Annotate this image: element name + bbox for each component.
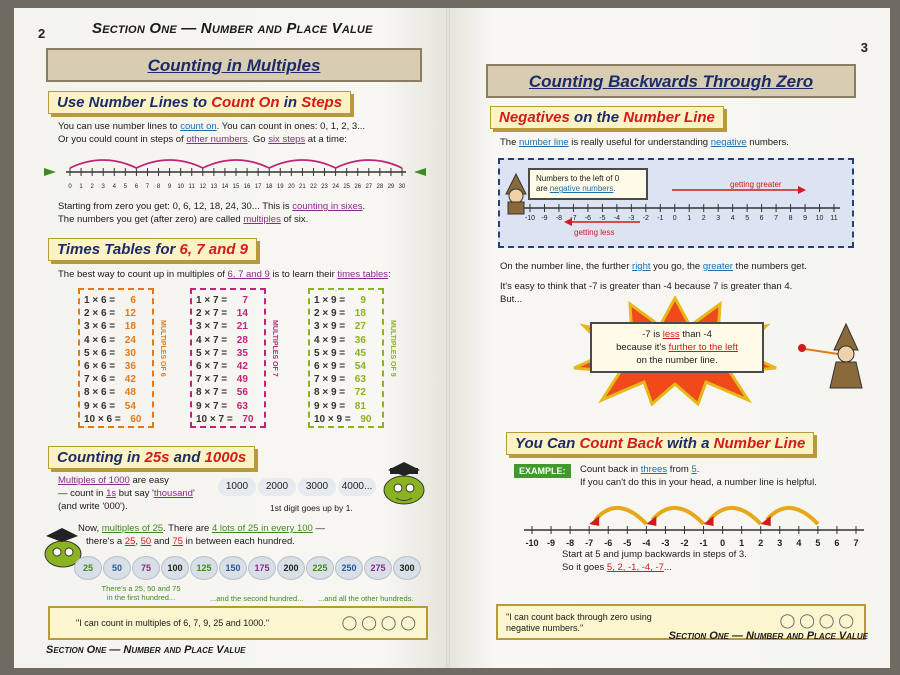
- count-back-tick-label: 7: [853, 538, 859, 548]
- times-table-row: [314, 400, 378, 413]
- times-table-answer: 30: [124, 347, 136, 359]
- number-line-tick-label: 21: [299, 184, 306, 190]
- twentyfive-value: 275: [364, 556, 392, 580]
- number-line-tick-label: 17: [254, 184, 262, 190]
- times-table-row: [314, 386, 378, 399]
- times-table-equation: 7 × 7 =: [196, 374, 230, 386]
- twentyfive-value: 25: [74, 556, 102, 580]
- times-table-row: [314, 413, 378, 426]
- times-table-row: [84, 307, 148, 320]
- times-table-row: [84, 320, 148, 333]
- times-table-answer: 70: [242, 413, 254, 425]
- times-table-equation: 1 × 7 =: [196, 295, 230, 306]
- times-table-answer: 27: [354, 321, 366, 333]
- negative-line-tick-label: -6: [584, 215, 592, 222]
- thousand-note: 1st digit goes up by 1.: [270, 503, 353, 513]
- negative-line-tick-label: -4: [613, 215, 620, 222]
- times-table-row: [196, 413, 260, 426]
- times-table-answer: 56: [236, 387, 248, 399]
- twentyfive-value: 250: [335, 556, 363, 580]
- times-table-equation: 3 × 9 =: [314, 321, 348, 333]
- twentyfive-value: 175: [248, 556, 276, 580]
- times-table-equation: 8 × 7 =: [196, 387, 230, 399]
- wizard-with-wand-icon: [798, 320, 874, 390]
- times-table-row: [314, 373, 378, 386]
- page-number-left: 2: [38, 26, 46, 41]
- times-table-equation: 2 × 7 =: [196, 308, 230, 320]
- times-table-answer: 45: [354, 347, 366, 359]
- count-back-tick-label: -1: [699, 538, 708, 548]
- count-back-tick-label: 5: [815, 538, 821, 548]
- count-back-tick-label: 6: [834, 538, 840, 548]
- times-table-equation: 9 × 9 =: [314, 400, 348, 412]
- times-table-row: [196, 400, 260, 413]
- number-line-tick-label: 15: [232, 184, 240, 190]
- times-table-answer: 14: [236, 308, 248, 320]
- number-line-tick-label: 8: [156, 184, 161, 190]
- times-table-equation: 2 × 9 =: [314, 308, 348, 320]
- jump-arrowhead: [704, 516, 714, 526]
- negative-line-tick-label: 6: [759, 215, 764, 222]
- number-line-tick-label: 2: [90, 184, 94, 190]
- twentyfive-value: 150: [219, 556, 247, 580]
- number-line-tick-label: 12: [199, 184, 207, 190]
- text-count-on: You can use number lines to count on. You can count in ones: 0, 1, 2, 3... Or you could count in steps of other numbers. Go six steps at a time:: [58, 121, 366, 145]
- number-line-tick-label: 13: [210, 184, 218, 190]
- times-table-row: [196, 360, 260, 373]
- times-table-equation: 7 × 9 =: [314, 374, 348, 386]
- times-table-answer: 24: [124, 334, 136, 346]
- times-table-7-rows: [196, 294, 260, 426]
- label-getting-less: getting less: [574, 228, 615, 237]
- twentyfive-value: 75: [132, 556, 160, 580]
- count-back-tick-label: 1: [739, 538, 745, 548]
- section-title-negatives: Negatives on the Number Line: [490, 106, 724, 129]
- right-page: [450, 8, 890, 668]
- page-title-left: Counting in Multiples: [46, 48, 422, 82]
- times-table-row: [314, 307, 378, 320]
- times-table-row: [196, 307, 260, 320]
- times-table-equation: 5 × 7 =: [196, 347, 230, 359]
- times-table-answer: 63: [354, 374, 366, 386]
- times-table-answer: 6: [130, 295, 136, 306]
- count-back-tick-label: -2: [680, 538, 689, 548]
- page-footer-left: Section One — Number and Place Value: [46, 644, 246, 656]
- count-back-tick-label: -6: [604, 538, 613, 548]
- count-back-tick-label: 0: [720, 538, 726, 548]
- open-book: [14, 8, 890, 668]
- jump-arc: [652, 508, 703, 524]
- twentyfive-value: 100: [161, 556, 189, 580]
- times-table-row: [196, 334, 260, 347]
- times-table-equation: 4 × 9 =: [314, 334, 348, 346]
- count-back-number-line: [514, 490, 874, 550]
- number-line-tick-label: 3: [101, 184, 105, 190]
- negative-line-tick-label: 7: [774, 215, 779, 222]
- times-table-equation: 5 × 9 =: [314, 347, 348, 359]
- quote-text-left: "I can count in multiples of 6, 7, 9, 25 and 1000.": [76, 618, 270, 628]
- times-table-answer: 60: [130, 413, 142, 425]
- count-back-tick-label: -8: [566, 538, 575, 548]
- times-table-row: [84, 294, 148, 307]
- section-title-count-back: You Can Count Back with a Number Line: [506, 432, 814, 455]
- number-line-tick-label: 11: [188, 184, 195, 190]
- negative-line-tick-label: 10: [815, 215, 824, 222]
- negative-line-tick-label: 2: [701, 215, 706, 222]
- times-table-row: [314, 360, 378, 373]
- count-back-tick-label: -7: [585, 538, 594, 548]
- times-table-equation: 9 × 6 =: [84, 400, 118, 412]
- text-easy-to-think: It's easy to think that -7 is greater than -4 because 7 is greater than 4. But...: [500, 281, 793, 305]
- text-multiples-1000: Multiples of 1000 are easy — count in 1s but say 'thousand' (and write '000').: [58, 475, 195, 512]
- section-title-times-tables: Times Tables for 6, 7 and 9: [48, 238, 257, 261]
- times-table-row: [314, 320, 378, 333]
- times-table-answer: 35: [236, 347, 248, 359]
- times-table-6-label: MULTIPLES OF 6: [159, 320, 166, 377]
- note-other-hundreds: ...and all the other hundreds.: [318, 594, 414, 603]
- times-table-answer: 54: [354, 361, 366, 373]
- negative-line-tick-label: -2: [642, 215, 649, 222]
- number-line-tick-label: 19: [276, 184, 284, 190]
- times-table-row: [314, 294, 378, 307]
- times-table-row: [84, 400, 148, 413]
- times-table-equation: 5 × 6 =: [84, 347, 118, 359]
- count-back-tick-label: 2: [758, 538, 764, 548]
- jump-arc: [767, 508, 818, 524]
- times-table-answer: 42: [124, 374, 136, 386]
- text-times-tables-intro: The best way to count up in multiples of 6, 7 and 9 is to learn their times tables:: [58, 269, 391, 280]
- negative-line-tick-label: -3: [628, 215, 635, 222]
- number-line-tick-label: 10: [177, 184, 185, 190]
- page-header-left: Section One — Number and Place Value: [92, 20, 373, 37]
- times-table-equation: 7 × 6 =: [84, 374, 118, 386]
- text-start-at-5: Start at 5 and jump backwards in steps of 3. So it goes 5, 2, -1, -4, -7...: [562, 549, 747, 573]
- thousand-value: 3000: [298, 478, 336, 496]
- rating-icons-right: ◯ ◯ ◯ ◯: [779, 612, 854, 628]
- times-table-answer: 49: [236, 374, 248, 386]
- times-table-row: [84, 334, 148, 347]
- negative-line-tick-label: 4: [730, 215, 735, 222]
- times-table-9-rows: [314, 294, 378, 426]
- note-second-hundred: ...and the second hundred...: [210, 594, 304, 603]
- times-table-row: [196, 373, 260, 386]
- times-table-equation: 9 × 7 =: [196, 400, 230, 412]
- page-number-right: 3: [860, 40, 868, 55]
- negative-speech-bubble: Numbers to the left of 0 are negative numbers.: [528, 168, 648, 200]
- page-title-right: Counting Backwards Through Zero: [486, 64, 856, 98]
- negative-line-tick-label: -7: [570, 215, 577, 222]
- text-multiples-25: Now, multiples of 25. There are 4 lots of 25 in every 100 — there's a 25, 50 and 75 in between each hundred.: [78, 523, 325, 547]
- number-line-tick-label: 0: [68, 184, 72, 190]
- times-table-answer: 18: [124, 321, 136, 333]
- times-table-answer: 63: [236, 400, 248, 412]
- negative-line-tick-label: 11: [830, 215, 838, 222]
- jump-arc: [595, 508, 646, 524]
- number-line-tick-label: 9: [167, 184, 172, 190]
- number-line-tick-label: 24: [332, 184, 339, 190]
- page-footer-right: Section One — Number and Place Value: [668, 630, 868, 642]
- times-table-row: [314, 347, 378, 360]
- times-table-equation: 8 × 9 =: [314, 387, 348, 399]
- number-line-sixes: [34, 148, 434, 198]
- negative-line-tick-label: -8: [555, 215, 563, 222]
- number-line-tick-label: 16: [243, 184, 251, 190]
- jump-arc: [710, 508, 761, 524]
- number-line-tick-label: 7: [145, 184, 150, 190]
- times-table-row: [314, 334, 378, 347]
- times-table-equation: 3 × 6 =: [84, 321, 118, 333]
- negative-line-tick-label: 1: [687, 215, 692, 222]
- times-table-equation: 1 × 9 =: [314, 295, 348, 306]
- times-table-equation: 10 × 7 =: [196, 413, 236, 425]
- text-further-right: On the number line, the further right you go, the greater the numbers get.: [500, 261, 807, 272]
- number-line-tick-label: 26: [354, 184, 362, 190]
- number-line-tick-label: 30: [398, 184, 406, 190]
- text-counting-sixes: Starting from zero you get: 0, 6, 12, 18, 24, 30... This is counting in sixes. The numbers you get (after zero) are called multiples of six.: [58, 201, 366, 225]
- negative-number-line-panel: [498, 158, 854, 248]
- times-table-equation: 6 × 6 =: [84, 361, 118, 373]
- example-badge: EXAMPLE:: [514, 464, 571, 478]
- count-back-tick-label: 3: [777, 538, 783, 548]
- times-table-7-label: MULTIPLES OF 7: [271, 320, 278, 377]
- thousand-value: 2000: [258, 478, 296, 496]
- times-table-equation: 1 × 6 =: [84, 295, 118, 306]
- times-table-answer: 18: [354, 308, 366, 320]
- count-back-tick-label: -9: [547, 538, 556, 548]
- section-title-25s-1000s: Counting in 25s and 1000s: [48, 446, 255, 469]
- number-line-tick-label: 18: [265, 184, 273, 190]
- times-table-equation: 10 × 6 =: [84, 413, 124, 425]
- times-table-6-rows: [84, 294, 148, 426]
- quote-box-left: [48, 606, 428, 640]
- times-table-9: [308, 288, 396, 428]
- times-table-answer: 9: [360, 295, 366, 306]
- number-line-tick-label: 25: [343, 184, 351, 190]
- times-table-answer: 48: [124, 387, 136, 399]
- times-table-answer: 7: [242, 295, 248, 306]
- times-table-9-label: MULTIPLES OF 9: [389, 320, 396, 377]
- number-line-tick-label: 23: [321, 184, 328, 190]
- label-getting-greater: getting greater: [730, 180, 782, 189]
- count-back-tick-label: -5: [623, 538, 632, 548]
- thousand-value: 1000: [218, 478, 256, 496]
- times-table-row: [84, 413, 148, 426]
- number-line-tick-label: 1: [79, 184, 83, 190]
- times-table-row: [84, 386, 148, 399]
- twentyfive-value: 125: [190, 556, 218, 580]
- jump-arrowhead: [646, 516, 656, 526]
- times-table-equation: 4 × 6 =: [84, 334, 118, 346]
- times-table-row: [196, 294, 260, 307]
- times-table-equation: 2 × 6 =: [84, 308, 118, 320]
- number-line-tick-label: 14: [221, 184, 229, 190]
- negative-line-tick-label: -9: [541, 215, 548, 222]
- rating-icons: ◯ ◯ ◯ ◯: [341, 614, 416, 630]
- negative-number-line: [500, 160, 856, 250]
- quote-text-right: "I can count back through zero using negative numbers.": [506, 612, 652, 633]
- count-back-tick-label: 4: [796, 538, 802, 548]
- negative-line-tick-label: -1: [657, 215, 664, 222]
- cartoon-character-worm-icon: [378, 462, 430, 506]
- times-table-answer: 81: [354, 400, 366, 412]
- number-line-tick-label: 27: [365, 184, 373, 190]
- times-table-row: [196, 320, 260, 333]
- times-table-answer: 36: [354, 334, 366, 346]
- times-table-row: [84, 347, 148, 360]
- left-page: [14, 8, 446, 668]
- times-table-row: [84, 373, 148, 386]
- twentyfive-value: 50: [103, 556, 131, 580]
- number-line-tick-label: 29: [387, 184, 395, 190]
- count-back-tick-label: -10: [525, 538, 539, 548]
- twentyfive-value: 225: [306, 556, 334, 580]
- negative-line-tick-label: -5: [599, 215, 606, 222]
- negative-line-tick-label: 3: [716, 215, 721, 222]
- burst-explanation-box: -7 is less than -4 because it's further to the left on the number line.: [590, 322, 764, 373]
- negative-line-tick-label: 9: [803, 215, 808, 222]
- times-table-row: [196, 347, 260, 360]
- times-table-answer: 42: [236, 361, 248, 373]
- times-table-equation: 10 × 9 =: [314, 413, 354, 425]
- times-table-answer: 72: [354, 387, 366, 399]
- negative-line-tick-label: 5: [745, 215, 750, 222]
- text-count-back-threes: Count back in threes from 5. If you can't do this in your head, a number line is helpful.: [580, 464, 817, 488]
- section-title-number-lines: Use Number Lines to Count On in Steps: [48, 91, 351, 114]
- times-table-answer: 12: [124, 308, 136, 320]
- times-table-answer: 28: [236, 334, 248, 346]
- times-table-equation: 6 × 7 =: [196, 361, 230, 373]
- note-first-hundred: There's a 25, 50 and 75 in the first hundred...: [101, 584, 181, 602]
- negative-line-tick-label: 8: [788, 215, 793, 222]
- times-table-row: [196, 386, 260, 399]
- count-back-tick-label: -3: [661, 538, 670, 548]
- twentyfives-sequence: [74, 556, 424, 580]
- times-table-equation: 3 × 7 =: [196, 321, 230, 333]
- times-table-answer: 21: [236, 321, 248, 333]
- times-table-answer: 54: [124, 400, 136, 412]
- thousand-value: 4000...: [338, 478, 376, 496]
- times-table-equation: 4 × 7 =: [196, 334, 230, 346]
- times-table-equation: 6 × 9 =: [314, 361, 348, 373]
- twentyfive-value: 200: [277, 556, 305, 580]
- number-line-tick-label: 6: [134, 184, 139, 190]
- twentyfive-value: 300: [393, 556, 421, 580]
- times-table-6: [78, 288, 166, 428]
- number-line-tick-label: 4: [112, 184, 116, 190]
- times-table-answer: 90: [360, 413, 372, 425]
- negative-line-tick-label: -10: [524, 215, 536, 222]
- times-table-row: [84, 360, 148, 373]
- jump-arrowhead: [761, 516, 771, 526]
- times-table-7: [190, 288, 278, 428]
- number-line-tick-label: 5: [123, 184, 128, 190]
- count-back-tick-label: -4: [642, 538, 651, 548]
- jump-arrowhead: [589, 516, 599, 526]
- number-line-tick-label: 22: [310, 184, 317, 190]
- number-line-tick-label: 28: [376, 184, 384, 190]
- number-line-tick-label: 20: [287, 184, 295, 190]
- negative-line-tick-label: 0: [672, 215, 677, 222]
- times-table-answer: 36: [124, 361, 136, 373]
- times-table-equation: 8 × 6 =: [84, 387, 118, 399]
- thousands-sequence: [218, 478, 388, 496]
- text-negatives-intro: The number line is really useful for understanding negative numbers.: [500, 137, 789, 148]
